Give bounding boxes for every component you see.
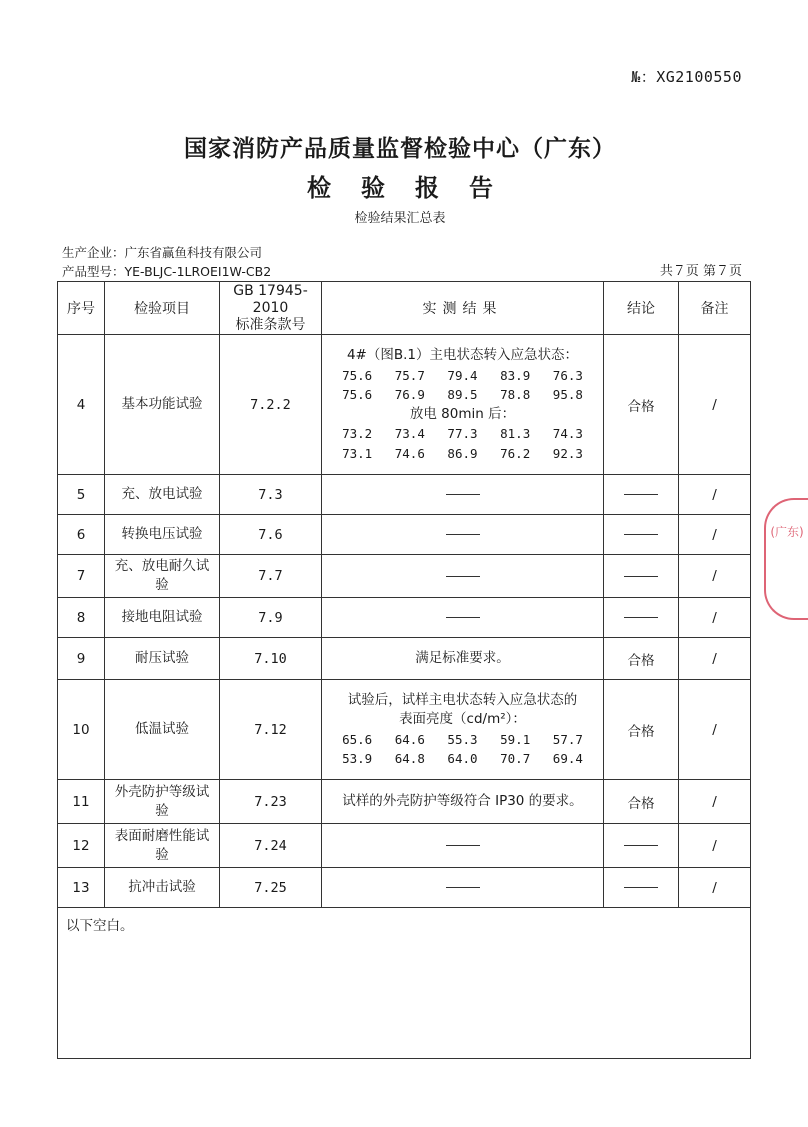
table-row (58, 598, 751, 638)
row-conclusion: 合格 (604, 335, 679, 475)
row-conclusion: 合格 (604, 780, 679, 824)
result-line: 65.6 64.6 55.3 59.1 57.7 (342, 731, 583, 747)
table-row (58, 555, 751, 598)
row-conclusion-dash (604, 515, 679, 555)
row-clause: 7.3 (220, 475, 322, 515)
table-row (58, 868, 751, 908)
row-item: 耐压试验 (105, 638, 220, 680)
row-clause: 7.6 (220, 515, 322, 555)
results-table (57, 281, 751, 1059)
row-item: 接地电阻试验 (105, 598, 220, 638)
row-item: 充、放电试验 (105, 475, 220, 515)
row-clause: 7.7 (220, 555, 322, 598)
header-standard (220, 282, 322, 335)
header-std-clause: 标准条款号 (235, 316, 306, 333)
table-row (58, 475, 751, 515)
row-result-dash (322, 868, 604, 908)
center-name: 国家消防产品质量监督检验中心（广东） (184, 136, 616, 162)
result-line: 53.9 64.8 64.0 70.7 69.4 (342, 751, 583, 766)
result-line: 73.1 74.6 86.9 76.2 92.3 (342, 445, 583, 461)
table-row (58, 638, 751, 680)
report-title: 检验报告 (307, 174, 523, 202)
row-conclusion-dash (604, 555, 679, 598)
header-conclusion: 结论 (604, 282, 679, 335)
row-clause: 7.23 (220, 780, 322, 824)
row-conclusion-dash (604, 598, 679, 638)
company-line: 生产企业：广东省赢鱼科技有限公司 (62, 245, 263, 260)
row-result-dash (322, 515, 604, 555)
result-line: 放电 80min 后： (409, 405, 516, 422)
header-result: 实测结果 (322, 282, 604, 335)
row-conclusion: 合格 (604, 638, 679, 680)
row-seq: 11 (58, 780, 105, 824)
footer-note: 以下空白。 (58, 908, 751, 1059)
row-clause: 7.24 (220, 824, 322, 868)
row-remark: / (679, 824, 751, 868)
table-row (58, 824, 751, 868)
result-line: 表面亮度（cd/m²）： (399, 711, 526, 727)
row-item: 外壳防护等级试验 (105, 780, 220, 824)
table-row (58, 335, 751, 475)
result-line: 4#（图B.1）主电状态转入应急状态： (346, 347, 579, 363)
result-line: 73.2 73.4 77.3 81.3 74.3 (342, 426, 583, 441)
row-remark: / (679, 555, 751, 598)
row-remark: / (679, 868, 751, 908)
table-row (58, 680, 751, 780)
result-line: 试验后，试样主电状态转入应急状态的 (347, 691, 578, 708)
report-number: №：XG2100550 (631, 68, 742, 86)
row-remark: / (679, 780, 751, 824)
row-item: 基本功能试验 (105, 335, 220, 475)
table-row (58, 515, 751, 555)
row-seq: 6 (58, 515, 105, 555)
row-seq: 4 (58, 335, 105, 475)
row-result (322, 680, 604, 780)
row-remark: / (679, 475, 751, 515)
result-line: 75.6 75.7 79.4 83.9 76.3 (342, 367, 583, 383)
row-seq: 13 (58, 868, 105, 908)
table-header-row (58, 282, 751, 335)
result-line: 75.6 76.9 89.5 78.8 95.8 (342, 387, 583, 402)
row-conclusion: 合格 (604, 680, 679, 780)
row-conclusion-dash (604, 824, 679, 868)
table-row (58, 780, 751, 824)
row-clause: 7.9 (220, 598, 322, 638)
row-item: 表面耐磨性能试验 (105, 824, 220, 868)
row-seq: 9 (58, 638, 105, 680)
row-result-dash (322, 475, 604, 515)
row-clause: 7.10 (220, 638, 322, 680)
row-remark: / (679, 515, 751, 555)
row-seq: 10 (58, 680, 105, 780)
row-clause: 7.25 (220, 868, 322, 908)
header-std-code: GB 17945-2010 (233, 282, 308, 316)
row-remark: / (679, 598, 751, 638)
row-seq: 12 (58, 824, 105, 868)
row-conclusion-dash (604, 475, 679, 515)
seal-stamp: (广东) (764, 498, 808, 620)
report-subtitle: 检验结果汇总表 (354, 211, 446, 226)
row-remark: / (679, 638, 751, 680)
row-result-dash (322, 555, 604, 598)
header-seq: 序号 (58, 282, 105, 335)
row-item: 抗冲击试验 (105, 868, 220, 908)
row-item: 低温试验 (105, 680, 220, 780)
row-remark: / (679, 680, 751, 780)
header-item: 检验项目 (105, 282, 220, 335)
table-footer-row (58, 908, 751, 1059)
row-conclusion-dash (604, 868, 679, 908)
row-result: 满足标准要求。 (322, 638, 604, 680)
row-result: 试样的外壳防护等级符合 IP30 的要求。 (322, 780, 604, 824)
row-result-dash (322, 824, 604, 868)
header-remark: 备注 (679, 282, 751, 335)
model-line: 产品型号：YE-BLJC-1LROEⅠ1W-CB2 (62, 264, 272, 279)
row-seq: 8 (58, 598, 105, 638)
row-clause: 7.2.2 (220, 335, 322, 475)
row-item: 充、放电耐久试验 (105, 555, 220, 598)
page-count: 共７页 第７页 (659, 264, 742, 279)
row-remark: / (679, 335, 751, 475)
row-seq: 5 (58, 475, 105, 515)
row-result-dash (322, 598, 604, 638)
row-seq: 7 (58, 555, 105, 598)
row-item: 转换电压试验 (105, 515, 220, 555)
row-result (322, 335, 604, 475)
row-clause: 7.12 (220, 680, 322, 780)
